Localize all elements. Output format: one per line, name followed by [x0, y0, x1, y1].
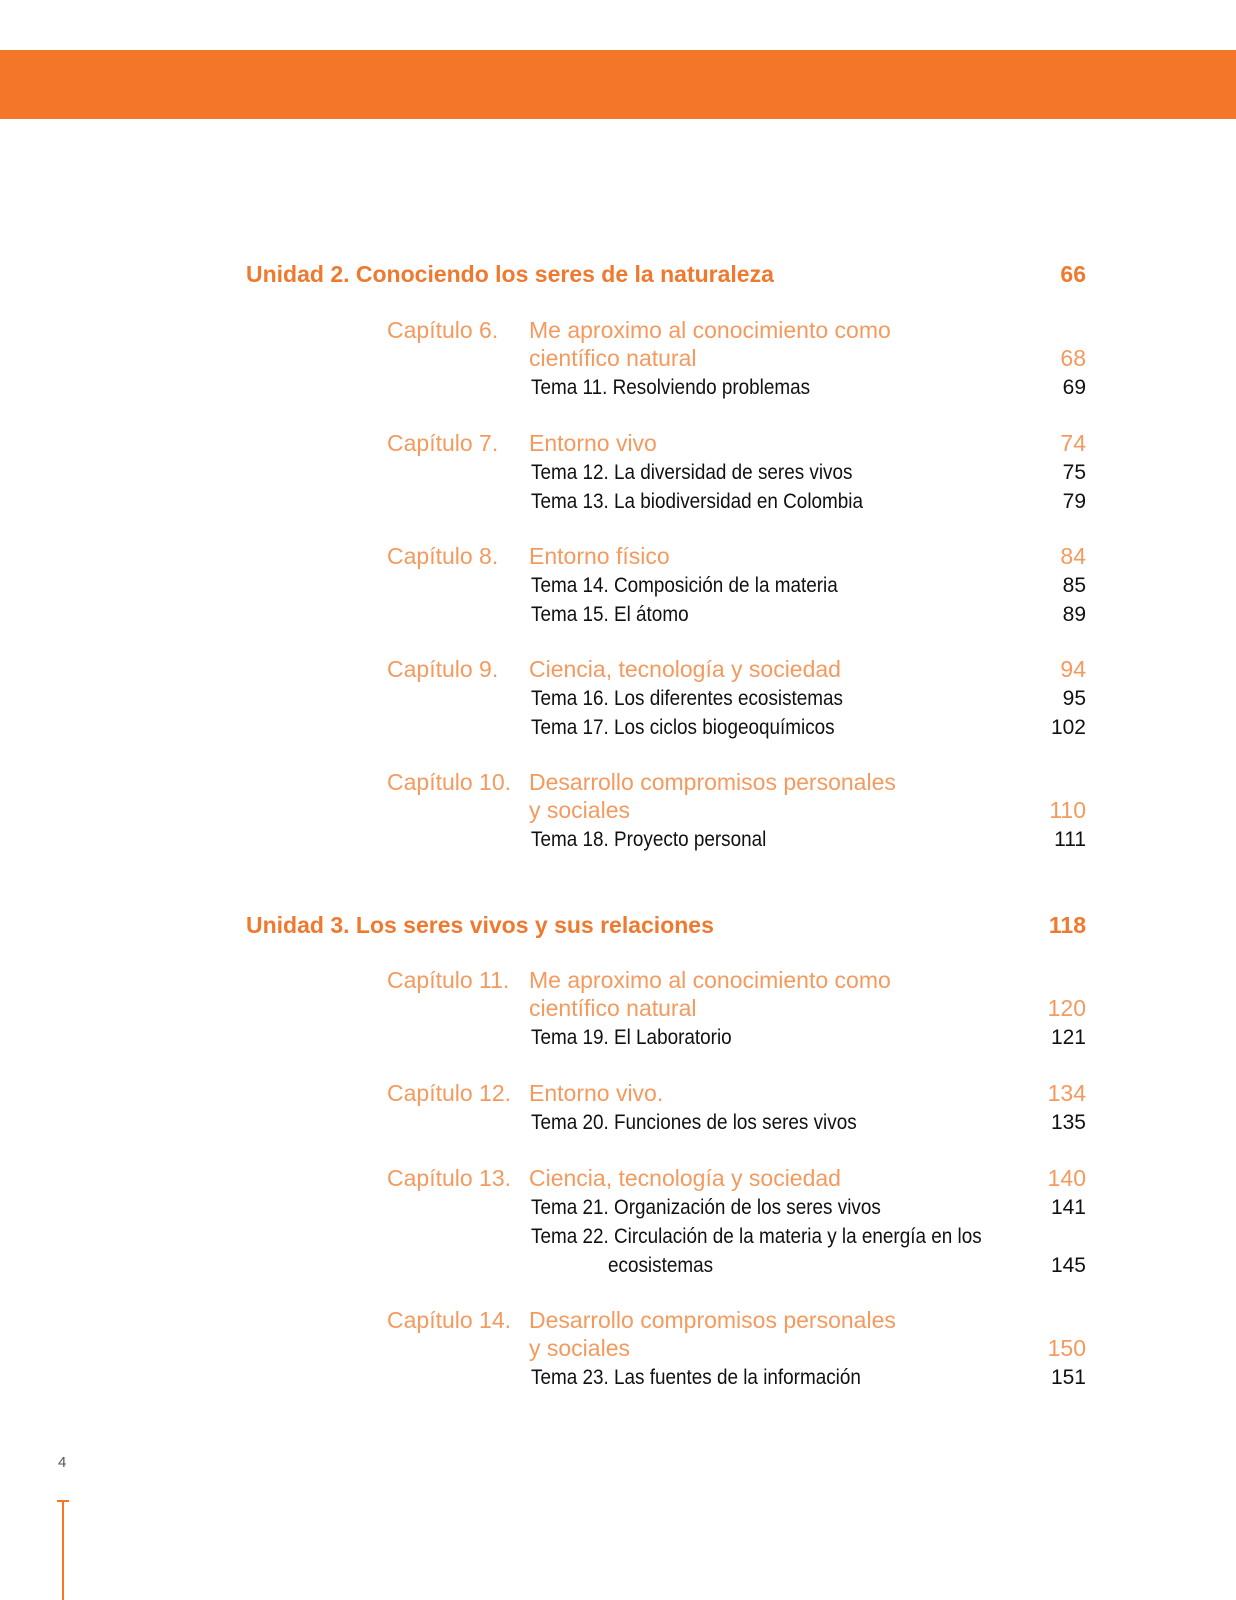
chapter-label: Capítulo 14. — [387, 1307, 512, 1333]
chapter-heading-cont — [387, 344, 1086, 374]
tema-page-number: 135 — [1050, 1111, 1086, 1134]
tema-entry — [387, 825, 1086, 855]
tema-title: Tema 13. La biodiversidad en Colombia — [531, 490, 864, 513]
tema-entry-cont — [387, 1251, 1086, 1281]
chapter-label: Capítulo 6. — [387, 317, 499, 343]
chapter-title: Ciencia, tecnología y sociedad — [529, 656, 841, 682]
chapter-title: y sociales — [529, 1335, 630, 1361]
tema-page-number: 89 — [1062, 603, 1086, 626]
chapter-title: Entorno vivo. — [529, 1080, 664, 1106]
tema-title: Tema 17. Los ciclos biogeoquímicos — [531, 716, 835, 739]
tema-page-number: 102 — [1050, 716, 1086, 739]
chapter-title: Desarrollo compromisos personales — [529, 769, 896, 795]
header-bar — [0, 50, 1236, 119]
page-margin-rule — [62, 1500, 64, 1600]
chapter-title: Entorno vivo — [529, 430, 657, 456]
tema-title: Tema 14. Composición de la materia — [531, 574, 838, 597]
chapter-label: Capítulo 10. — [387, 769, 512, 795]
chapter-label: Capítulo 8. — [387, 543, 499, 569]
chapter-heading — [387, 429, 1086, 459]
chapter-page-number: 140 — [1047, 1165, 1086, 1191]
unit-title: Unidad 3. Los seres vivos y sus relaciones — [246, 912, 714, 938]
tema-page-number: 95 — [1062, 687, 1086, 710]
chapter-heading — [387, 1079, 1086, 1109]
tema-page-number: 151 — [1050, 1366, 1086, 1389]
tema-entry — [387, 1222, 1086, 1252]
tema-title: Tema 15. El átomo — [531, 603, 689, 626]
tema-title: ecosistemas — [608, 1254, 714, 1277]
tema-page-number: 141 — [1050, 1196, 1086, 1219]
tema-entry — [387, 684, 1086, 714]
tema-entry — [387, 571, 1086, 601]
tema-title: Tema 16. Los diferentes ecosistemas — [531, 687, 844, 710]
page-number: 4 — [58, 1454, 67, 1471]
tema-entry — [387, 600, 1086, 630]
chapter-page-number: 110 — [1049, 797, 1086, 823]
tema-entry — [387, 1108, 1086, 1138]
tema-title: Tema 23. Las fuentes de la información — [531, 1366, 861, 1389]
tema-title: Tema 11. Resolviendo problemas — [531, 376, 811, 399]
unit-page-number: 118 — [1048, 912, 1086, 938]
chapter-page-number: 84 — [1060, 543, 1086, 569]
chapter-title: Me aproximo al conocimiento como — [529, 967, 891, 993]
tema-entry — [387, 1193, 1086, 1223]
tema-title: Tema 22. Circulación de la materia y la energía en los — [531, 1225, 982, 1248]
chapter-title: Entorno físico — [529, 543, 670, 569]
tema-title: Tema 21. Organización de los seres vivos — [531, 1196, 881, 1219]
tema-entry — [387, 1363, 1086, 1393]
tema-page-number: 79 — [1062, 490, 1086, 513]
chapter-page-number: 134 — [1047, 1080, 1086, 1106]
unit-heading — [246, 259, 1086, 291]
chapter-heading — [387, 1306, 1086, 1336]
tema-page-number: 75 — [1062, 461, 1086, 484]
chapter-page-number: 68 — [1060, 345, 1086, 371]
chapter-title: Ciencia, tecnología y sociedad — [529, 1165, 841, 1191]
chapter-title: Me aproximo al conocimiento como — [529, 317, 891, 343]
chapter-label: Capítulo 13. — [387, 1165, 512, 1191]
chapter-page-number: 150 — [1047, 1335, 1086, 1361]
tema-title: Tema 12. La diversidad de seres vivos — [531, 461, 853, 484]
tema-page-number: 85 — [1062, 574, 1086, 597]
chapter-title: científico natural — [529, 345, 697, 371]
chapter-heading-cont — [387, 994, 1086, 1024]
unit-title: Unidad 2. Conociendo los seres de la naturaleza — [246, 261, 774, 287]
tema-title: Tema 18. Proyecto personal — [531, 828, 767, 851]
chapter-title: Desarrollo compromisos personales — [529, 1307, 896, 1333]
chapter-label: Capítulo 11. — [387, 967, 510, 993]
chapter-title: científico natural — [529, 995, 697, 1021]
chapter-heading — [387, 316, 1086, 346]
tema-entry — [387, 1023, 1086, 1053]
tema-page-number: 69 — [1062, 376, 1086, 399]
tema-title: Tema 20. Funciones de los seres vivos — [531, 1111, 857, 1134]
tema-title: Tema 19. El Laboratorio — [531, 1026, 732, 1049]
chapter-heading — [387, 768, 1086, 798]
tema-page-number: 111 — [1054, 828, 1086, 851]
chapter-heading-cont — [387, 796, 1086, 826]
tema-entry — [387, 458, 1086, 488]
tema-entry — [387, 487, 1086, 517]
chapter-heading — [387, 542, 1086, 572]
tema-page-number: 145 — [1050, 1254, 1086, 1277]
tema-entry — [387, 373, 1086, 403]
chapter-page-number: 120 — [1047, 995, 1086, 1021]
chapter-heading — [387, 655, 1086, 685]
tema-entry — [387, 713, 1086, 743]
chapter-label: Capítulo 12. — [387, 1080, 512, 1106]
chapter-page-number: 94 — [1060, 656, 1086, 682]
chapter-page-number: 74 — [1060, 430, 1086, 456]
tema-page-number: 121 — [1050, 1026, 1086, 1049]
chapter-label: Capítulo 9. — [387, 656, 499, 682]
chapter-heading-cont — [387, 1334, 1086, 1364]
chapter-label: Capítulo 7. — [387, 430, 499, 456]
chapter-heading — [387, 1164, 1086, 1194]
unit-page-number: 66 — [1060, 261, 1086, 287]
unit-heading — [246, 910, 1086, 942]
chapter-title: y sociales — [529, 797, 630, 823]
chapter-heading — [387, 966, 1086, 996]
